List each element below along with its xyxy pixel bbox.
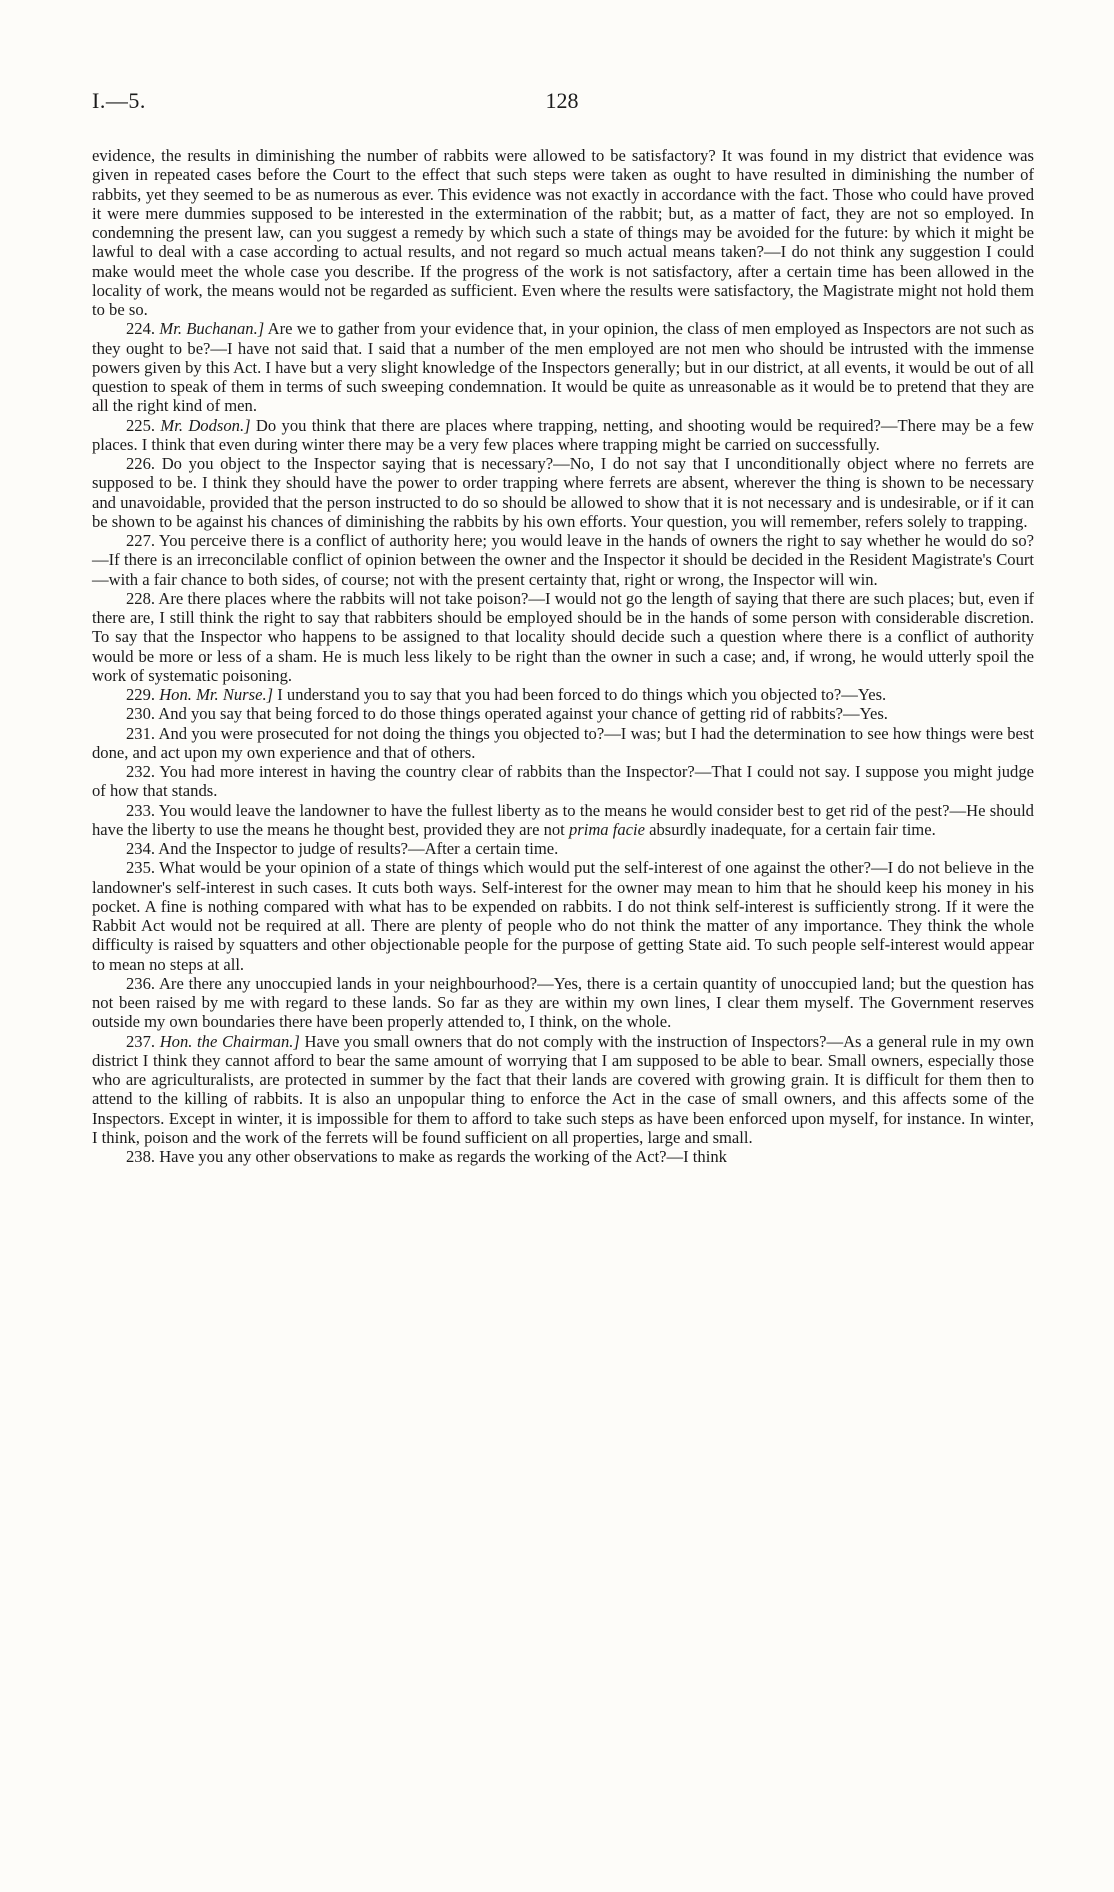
question-number: 224. — [126, 319, 156, 339]
paragraph-text: You perceive there is a conflict of authority here; you would leave in the hands of owners the right to say whether he would do so?—If there is an irreconcilable conflict of opinion between the owner and the Inspector it should be decided in the Resident Magistrate's Court—with a fair chance to both sides, of course; not with the present certainty that, right or wrong, the Inspector will win. — [92, 531, 1034, 589]
question-number: 236. — [126, 973, 156, 993]
question-number: 232. — [126, 762, 156, 781]
question-230 — [92, 704, 1034, 723]
paragraph-text: Do you think that there are places where trapping, netting, and shooting would be required?—There may be a few places. I think that even during winter there may be a very few places where trapping might be carried on successfully. — [92, 415, 1034, 454]
question-224 — [92, 319, 1034, 415]
question-number: 234. — [126, 839, 156, 858]
speaker-name: Mr. Dodson.] — [160, 415, 251, 435]
paragraph-text: And you say that being forced to do those things operated against your chance of getting rid of rabbits?—Yes. — [158, 704, 888, 724]
evidence-text — [92, 146, 1034, 1166]
question-number: 235. — [126, 858, 156, 878]
question-225 — [92, 416, 1034, 455]
question-233 — [92, 801, 1034, 840]
question-227 — [92, 531, 1034, 589]
paragraph-text: Are there any unoccupied lands in your neighbourhood?—Yes, there is a certain quantity of unoccupied land; but the question has not been raised by me with regard to these lands. So far as they are within my own lines, I clear them myself. The Government reserves outside my own boundaries there have been properly attended to, I think, on the whole. — [92, 973, 1035, 1032]
question-235 — [92, 858, 1034, 974]
question-238 — [92, 1147, 1034, 1166]
question-228 — [92, 589, 1034, 685]
question-number: 227. — [126, 531, 156, 550]
question-232 — [92, 762, 1034, 801]
paragraph-text: Are we to gather from your evidence that, in your opinion, the class of men employed as Inspectors are not such as they ought to be?—I have not said that. I said that a number of the men employed are not men who should be intrusted with the immense powers given by this Act. I have but a very slight knowledge of the Inspectors generally; but in our district, at all events, it would be out of all question to speak of them in terms of such sweeping condemnation. It would be quite as unreasonable as it would be to pretend that they are all the right kind of men. — [92, 319, 1034, 416]
speaker-name: Hon. the Chairman.] — [159, 1031, 300, 1051]
question-number: 238. — [126, 1147, 156, 1166]
question-number: 226. — [126, 454, 156, 473]
question-237 — [92, 1032, 1034, 1148]
question-236 — [92, 974, 1034, 1032]
paragraph-text: Are there places where the rabbits will not take poison?—I would not go the length of saying that there are such places; but, even if there are, I still think the right to say that rabbiters should be employed should be in the hands of some person with considerable discretion. To say that the Inspector who happens to be assigned to that locality should decide such a question where there is a conflict of authority would be more or less of a sham. He is much less likely to be right than the owner in such a case; and, if wrong, he would utterly spoil the work of systematic poisoning. — [92, 588, 1034, 685]
paragraph-text: You had more interest in having the country clear of rabbits than the Inspector?—That I could not say. I suppose you might judge of how that stands. — [92, 762, 1035, 801]
page-number: 128 — [545, 88, 579, 113]
paragraph-text: evidence, the results in diminishing the number of rabbits were allowed to be satisfactory? It was found in my district that evidence was given in repeated cases before the Court to the effect that such steps were taken as ought to have resulted in diminishing the number of rabbits, yet they seemed to be as numerous as ever. This evidence was not exactly in accordance with the fact. Those who could have proved it were mere dummies supposed to be interested in the extermination of the rabbit; but, as a matter of fact, they are not so employed. In condemning the present law, can you suggest a remedy by which such a state of things may be avoided for the future: by which it might be lawful to deal with a case according to actual results, and not regard so much actual means taken?—I do not think any suggestion I could make would meet the whole case you describe. If the progress of the work is not satisfactory, after a certain time has been allowed in the locality of work, the means would not be regarded as sufficient. Even where the results were satisfactory, the Magistrate might not hold them to be so. — [92, 146, 1034, 319]
paragraph-text: I understand you to say that you had been forced to do things which you objected to?—Yes. — [277, 685, 887, 704]
paragraph-text: And the Inspector to judge of results?—After a certain time. — [158, 839, 559, 858]
document-reference: I.—5. — [92, 88, 146, 113]
latin-phrase: prima facie — [568, 819, 645, 839]
question-number: 229. — [126, 685, 156, 704]
paragraph-text: What would be your opinion of a state of things which would put the self-interest of one against the other?—I do not believe in the landowner's self-interest in such cases. It cuts both ways. Self-interest for the owner may mean to him that he should keep his money in his pocket. A fine is nothing compared with what has to be expended on rabbits. I do not think self-interest is sufficiently strong. If it were the Rabbit Act would not be required at all. There are plenty of people who do not think the matter of any importance. They think the whole difficulty is raised by squatters and other objectionable people for the purpose of getting State aid. To such people self-interest would appear to mean no steps at all. — [92, 858, 1034, 974]
speaker-name: Mr. Buchanan.] — [159, 319, 265, 339]
question-231 — [92, 724, 1034, 763]
paragraph-text: You would leave the landowner to have the fullest liberty as to the means he would consider best to get rid of the pest?—He should have the liberty to use the means he thought best, provided they are not prima facie absurdly inadequate, for a certain fair time. — [92, 800, 1034, 839]
paragraph-text: Do you object to the Inspector saying that is necessary?—No, I do not say that I unconditionally object where no ferrets are supposed to be. I think they should have the power to order trapping where ferrets are absent, wherever the thing is shown to be necessary and unavoidable, provided that the person instructed to do so should be allowed to show that it is not necessary and is undesirable, or if it can be shown to be against his chances of diminishing the rabbits by his own efforts. Your question, you will remember, refers solely to trapping. — [92, 454, 1034, 531]
paragraph-continuation — [92, 146, 1034, 319]
question-number: 231. — [126, 723, 156, 743]
question-229 — [92, 685, 1034, 704]
question-226 — [92, 454, 1034, 531]
question-number: 230. — [126, 704, 156, 724]
question-number: 233. — [126, 800, 156, 820]
question-number: 225. — [126, 415, 156, 435]
question-234 — [92, 839, 1034, 858]
question-number: 237. — [126, 1031, 156, 1051]
question-number: 228. — [126, 588, 156, 608]
speaker-name: Hon. Mr. Nurse.] — [159, 685, 274, 704]
paragraph-text: Have you any other observations to make as regards the working of the Act?—I think — [159, 1147, 727, 1166]
paragraph-text: And you were prosecuted for not doing the things you objected to?—I was; but I had the determination to see how things were best done, and act upon my own experience and that of others. — [92, 723, 1034, 762]
paragraph-text: Have you small owners that do not comply with the instruction of Inspectors?—As a general rule in my own district I think they cannot afford to bear the same amount of worrying that I am supposed to be able to bear. Small owners, especially those who are agriculturalists, are protected in summer by the fact that their lands are covered with growing grain. It is difficult for them then to attend to the killing of rabbits. It is also an unpopular thing to enforce the Act in the case of small owners, and this affects some of the Inspectors. Except in winter, it is impossible for them to afford to take such steps as have been enforced upon myself, for instance. In winter, I think, poison and the work of the ferrets will be found sufficient on all properties, large and small. — [92, 1031, 1034, 1147]
page-header — [92, 88, 1032, 128]
